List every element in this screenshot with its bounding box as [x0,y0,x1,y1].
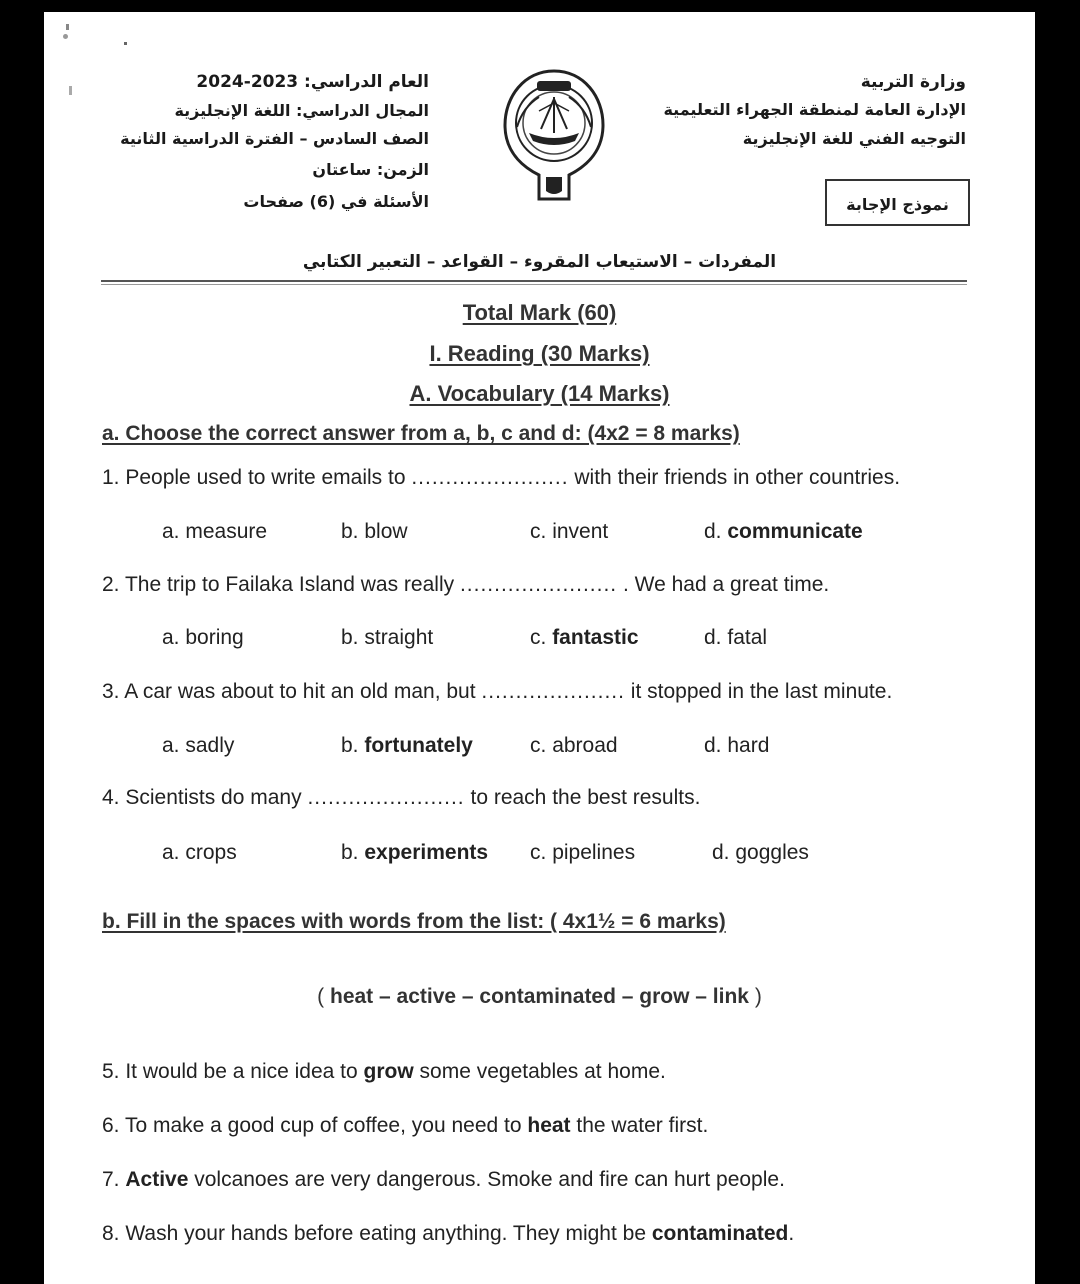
option-b: b. straight [341,626,434,649]
option-c-correct: c. fantastic [530,626,639,649]
option-d: d. fatal [704,626,768,649]
grade-term: الصف السادس – الفترة الدراسية الثانية [120,129,429,148]
exam-time: الزمن: ساعتان [312,160,429,179]
sentence-6: 6. To make a good cup of coffee, you need to heat the water first. [102,1114,709,1137]
question-text: 3. A car was about to hit an old man, but [102,680,476,703]
answer-blank: ....................... [307,786,465,809]
answer-word: Active [125,1168,189,1191]
option-a: a. measure [162,520,268,543]
question-2 [102,573,829,597]
answer-blank: ....................... [411,466,569,489]
answer-blank: ....................... [459,573,618,596]
option-d: d. goggles [712,841,809,864]
option-a: a. crops [162,841,237,864]
scan-speck [63,34,68,39]
question-text: 2. The trip to Failaka Island was really [102,573,455,596]
option-a: a. sadly [162,734,235,757]
question-text: it stopped in the last minute. [630,680,893,703]
option-a: a. boring [162,626,244,649]
answer-word: contaminated [651,1222,789,1245]
sections-line: المفردات – الاستيعاب المقروء – القواعد – التعبير الكتابي [302,252,777,272]
supervision-name: التوجيه الفني للغة الإنجليزية [742,129,966,148]
question-text: 4. Scientists do many [102,786,302,809]
option-b-correct: b. experiments [341,841,489,864]
option-d: d. hard [704,734,770,757]
question-text: to reach the best results. [470,786,701,809]
option-d-correct: d. communicate [704,520,863,543]
question-4 [102,786,700,810]
answer-word: heat [527,1114,571,1137]
option-b: b. blow [341,520,408,543]
scan-speck [66,24,69,30]
scan-speck [124,42,127,45]
scan-speck [69,86,72,95]
question-1 [102,466,900,490]
kuwait-emblem [499,67,609,202]
answer-word: grow [363,1060,414,1083]
header-divider-thin [101,284,967,285]
sentence-5: 5. It would be a nice idea to grow some vegetables at home. [102,1060,666,1083]
option-c: c. invent [530,520,609,543]
directorate-name: الإدارة العامة لمنطقة الجهراء التعليمية [663,100,966,119]
part-a-instruction: a. Choose the correct answer from a, b, c and d: (4x2 = 8 marks) [102,422,740,445]
vocabulary-title: A. Vocabulary (14 Marks) [409,381,670,406]
part-b-instruction: b. Fill in the spaces with words from the list: ( 4x1½ = 6 marks) [102,910,726,933]
question-text: 1. People used to write emails to [102,466,406,489]
ministry-name: وزارة التربية [860,72,966,92]
page-count: الأسئلة في (6) صفحات [243,192,429,211]
question-3 [102,680,892,704]
word-list: ( heat – active – contaminated – grow – link ) [317,985,762,1008]
question-text: with their friends in other countries. [574,466,901,489]
total-mark-title: Total Mark (60) [462,300,617,325]
header-divider [101,280,967,282]
reading-title: I. Reading (30 Marks) [429,341,650,366]
subject: المجال الدراسي: اللغة الإنجليزية [174,101,429,120]
answer-blank: ..................... [481,680,625,703]
option-b-correct: b. fortunately [341,734,473,757]
sentence-8: 8. Wash your hands before eating anything. They might be contaminated. [102,1222,795,1245]
question-text: . We had a great time. [623,573,830,596]
school-year: العام الدراسي: 2023-2024 [196,72,429,92]
exam-page [44,12,1035,1284]
option-c: c. abroad [530,734,618,757]
option-c: c. pipelines [530,841,636,864]
answer-key-box: نموذج الإجابة [825,179,970,226]
sentence-7: 7. Active volcanoes are very dangerous. Smoke and fire can hurt people. [102,1168,785,1191]
word-list-items: heat – active – contaminated – grow – link [330,985,749,1008]
